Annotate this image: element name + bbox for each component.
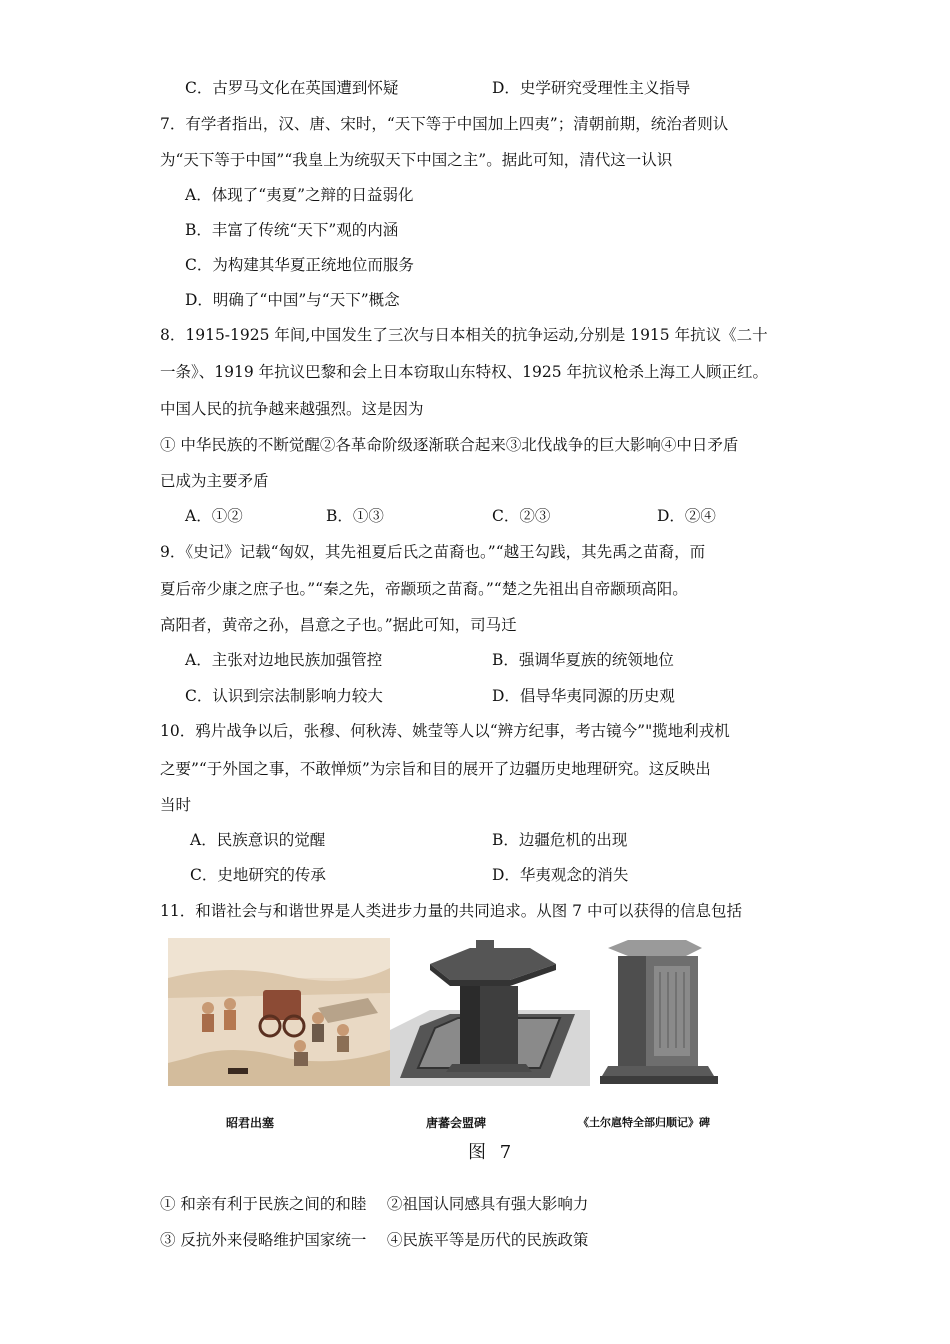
figure-caption-zhaojun: 昭君出塞 [226, 1116, 275, 1130]
q7-option-d: D．明确了“中国”与“天下”概念 [185, 291, 400, 309]
q7-option-a: A．体现了“夷夏”之辩的日益弱化 [185, 186, 414, 204]
q8-option-d: D．②④ [657, 507, 716, 525]
q7-stem-line-1: 7．有学者指出，汉、唐、宋时，“天下等于中国加上四夷”；清朝前期，统治者则认 [160, 115, 729, 133]
q10-stem-line-2: 之要”“于外国之事，不敢惮烦”为宗旨和目的展开了边疆历史地理研究。这反映出 [160, 760, 711, 778]
q10-option-c: C．史地研究的传承 [190, 866, 326, 884]
q10-stem-line-3: 当时 [160, 796, 192, 814]
q8-items-line-1: ① 中华民族的不断觉醒②各革命阶级逐渐联合起来③北伐战争的巨大影响④中日矛盾 [160, 436, 739, 454]
q9-stem-line-3: 高阳者，黄帝之孙，昌意之子也。”据此可知，司马迁 [160, 616, 517, 634]
figure-7 [168, 938, 730, 1166]
q8-stem-line-3: 中国人民的抗争越来越强烈。这是因为 [160, 400, 424, 418]
q9-option-c: C．认识到宗法制影响力较大 [185, 687, 383, 705]
q9-stem-line-1: 9．《史记》记载“匈奴，其先祖夏后氏之苗裔也。”“越王勾践，其先禹之苗裔，而 [160, 543, 706, 561]
q9-stem-line-2: 夏后帝少康之庶子也。”“秦之先，帝颛顼之苗裔。”“楚之先祖出自帝颛顼高阳。 [160, 580, 688, 598]
figure-caption-tang-tibet-stele: 唐蕃会盟碑 [426, 1116, 487, 1130]
q10-option-b: B．边疆危机的出现 [492, 831, 628, 849]
tang-tibet-stele-image [390, 938, 590, 1086]
q9-option-b: B．强调华夏族的统领地位 [492, 651, 674, 669]
q8-stem-line-1: 8．1915-1925 年间,中国发生了三次与日本相关的抗争运动,分别是 1915 年抗议《二十 [160, 326, 768, 344]
figure-label: 图 7 [468, 1142, 516, 1163]
q7-option-b: B．丰富了传统“天下”观的内涵 [185, 221, 399, 239]
q8-stem-line-2: 一条》、1919 年抗议巴黎和会上日本窃取山东特权、1925 年抗议枪杀上海工人顾正红。 [160, 363, 768, 381]
torghut-stele-image [590, 938, 730, 1086]
figure-caption-torghut-stele: 《土尔扈特全部归顺记》碑 [578, 1116, 710, 1129]
zhaojun-painting-image [168, 938, 390, 1086]
q7-option-c: C．为构建其华夏正统地位而服务 [185, 256, 414, 274]
q8-items-line-2: 已成为主要矛盾 [160, 472, 269, 490]
q11-stem-line-1: 11．和谐社会与和谐世界是人类进步力量的共同追求。从图 7 中可以获得的信息包括 [160, 902, 742, 920]
q9-option-d: D．倡导华夷同源的历史观 [492, 687, 675, 705]
q6-option-c: C．古罗马文化在英国遭到怀疑 [185, 79, 399, 97]
q8-option-b: B．①③ [326, 507, 384, 525]
q6-option-d: D．史学研究受理性主义指导 [492, 79, 691, 97]
q11-items-line-2: ③ 反抗外来侵略维护国家统一 ④民族平等是历代的民族政策 [160, 1231, 589, 1249]
q8-option-a: A．①② [185, 507, 243, 525]
q9-option-a: A．主张对边地民族加强管控 [185, 651, 383, 669]
q10-option-a: A．民族意识的觉醒 [190, 831, 326, 849]
q7-stem-line-2: 为“天下等于中国”“我皇上为统驭天下中国之主”。据此可知，清代这一认识 [160, 151, 673, 169]
q10-option-d: D．华夷观念的消失 [492, 866, 629, 884]
q10-stem-line-1: 10．鸦片战争以后，张穆、何秋涛、姚莹等人以“辨方纪事，考古镜今”"揽地利戎机 [160, 722, 730, 740]
q11-items-line-1: ① 和亲有利于民族之间的和睦 ②祖国认同感具有强大影响力 [160, 1195, 589, 1213]
q8-option-c: C．②③ [492, 507, 551, 525]
